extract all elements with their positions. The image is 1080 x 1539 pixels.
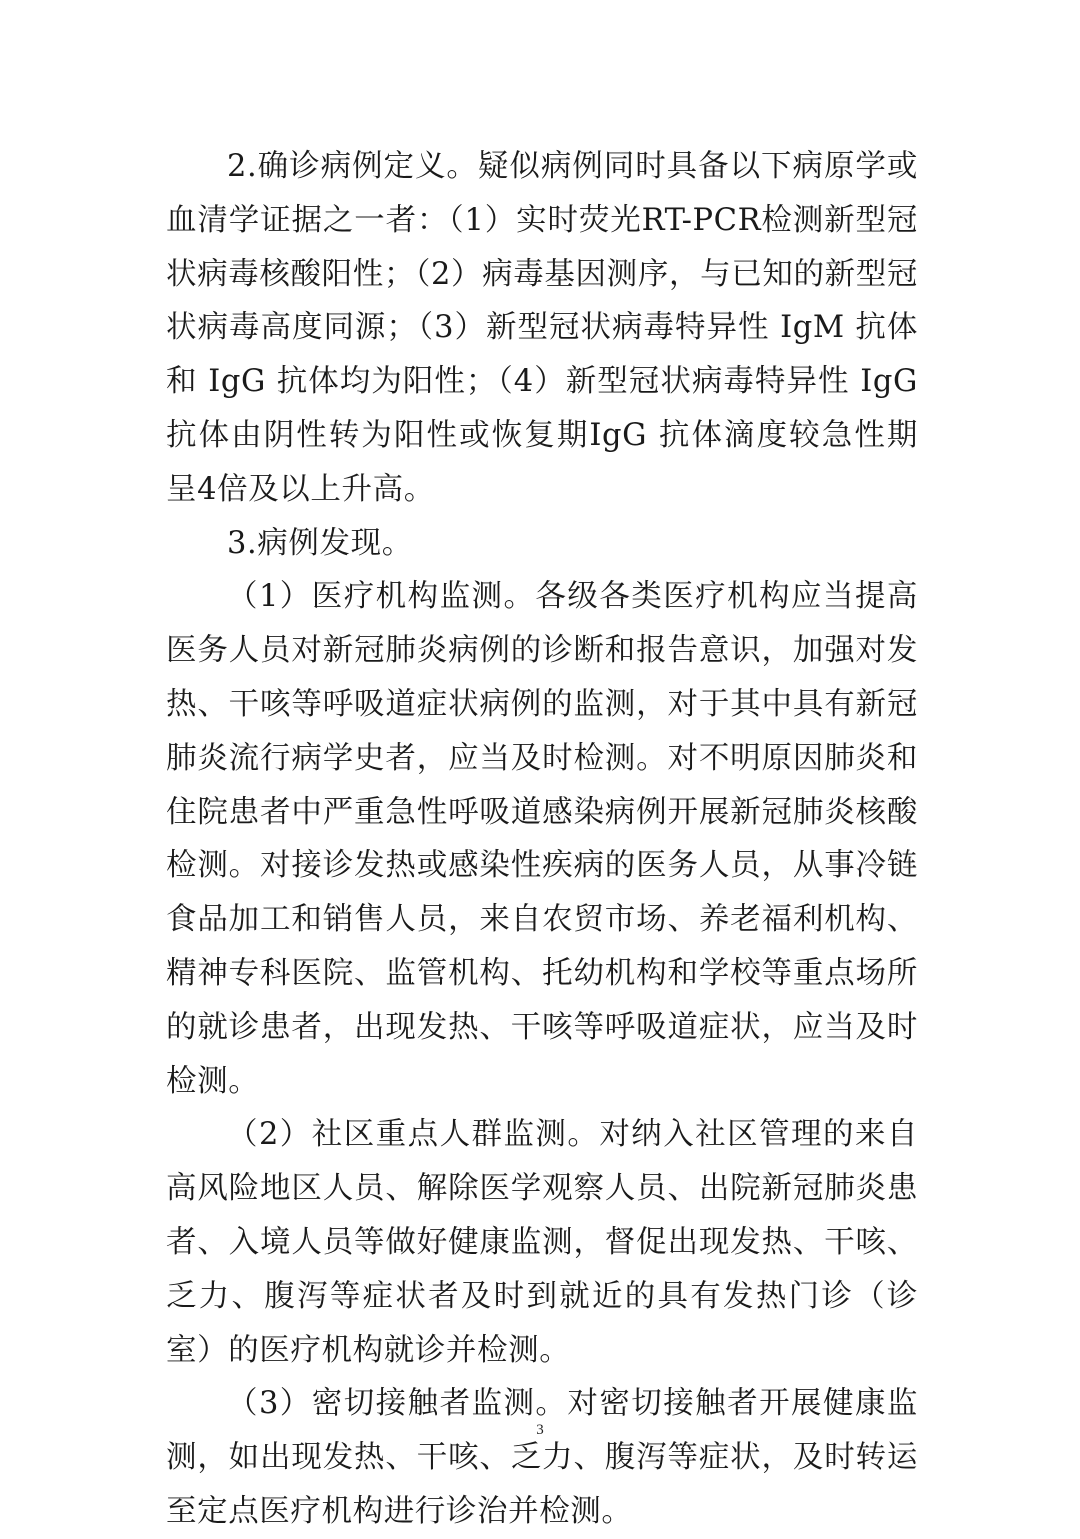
paragraph-medical-institution-monitoring: （1）医疗机构监测。各级各类医疗机构应当提高医务人员对新冠肺炎病例的诊断和报告意识，加强对发热、干咳等呼吸道症状病例的监测，对于其中具有新冠肺炎流行病学史者，应当及时检测。对不明原因肺炎和住院患者中严重急性呼吸道感染病例开展新冠肺炎核酸检测。对接诊发热或感染性疾病的医务人员，从事冷链食品加工和销售人员，来自农贸市场、养老福利机构、精神专科医院、监管机构、托幼机构和学校等重点场所的就诊患者，出现发热、干咳等呼吸道症状，应当及时检测。 — [166, 579, 918, 1099]
paragraph-confirmed-case-definition: 2.确诊病例定义。疑似病例同时具备以下病原学或血清学证据之一者：（1）实时荧光RT-PCR检测新型冠状病毒核酸阳性；（2）病毒基因测序，与已知的新型冠状病毒高度同源；（3）新型冠状病毒特异性 IgM 抗体和 IgG 抗体均为阳性；（4）新型冠状病毒特异性 IgG 抗体由阴性转为阳性或恢复期IgG 抗体滴度较急性期呈4倍及以上升高。 — [166, 149, 918, 507]
page-number: 3 — [536, 1422, 544, 1438]
paragraph-close-contact-monitoring: （3）密切接触者监测。对密切接触者开展健康监测，如出现发热、干咳、乏力、腹泻等症状，及时转运至定点医疗机构进行诊治并检测。 — [166, 1386, 918, 1529]
paragraph-community-monitoring: （2）社区重点人群监测。对纳入社区管理的来自高风险地区人员、解除医学观察人员、出院新冠肺炎患者、入境人员等做好健康监测，督促出现发热、干咳、乏力、腹泻等症状者及时到就近的具有发热门诊（诊室）的医疗机构就诊并检测。 — [166, 1117, 918, 1368]
body-text — [166, 140, 918, 1539]
paragraph-case-discovery-heading: 3.病例发现。 — [227, 525, 413, 561]
